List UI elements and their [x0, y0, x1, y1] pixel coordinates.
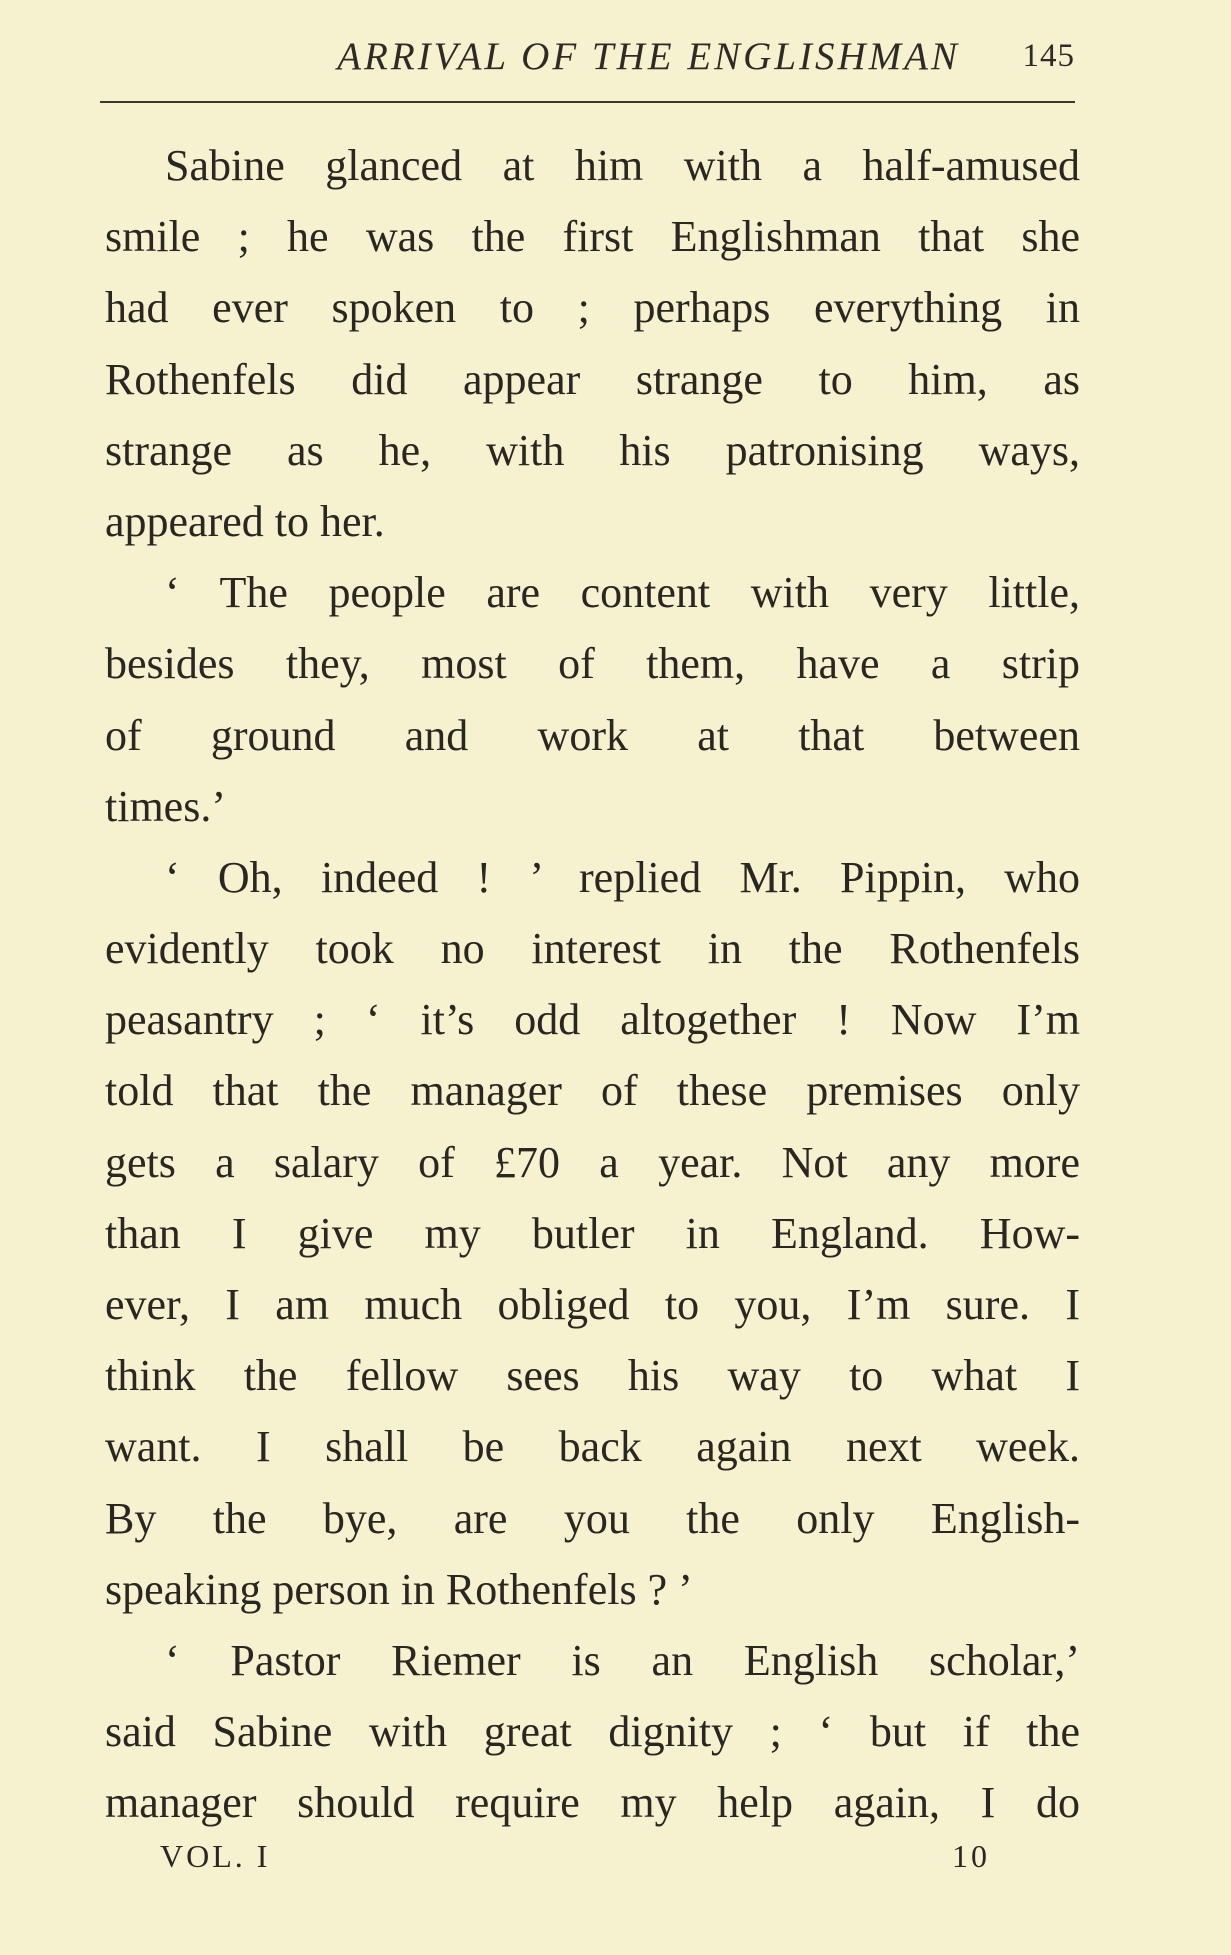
text-line: ‘ Pastor Riemer is an English scholar,’: [165, 1635, 1080, 1685]
text-line: of ground and work at that between: [105, 710, 1080, 760]
paragraph: [105, 557, 1080, 842]
paragraph: [105, 842, 1080, 1625]
text-line: think the fellow sees his way to what I: [105, 1351, 1080, 1401]
text-line: had ever spoken to ; perhaps everything in: [105, 283, 1080, 333]
text-line: ‘ The people are content with very little,: [165, 568, 1080, 618]
text-line: times.’: [105, 781, 226, 831]
header-rule: [100, 101, 1075, 103]
running-head: [100, 30, 1075, 80]
page-footer: [160, 1838, 990, 1878]
text-line: besides they, most of them, have a strip: [105, 639, 1080, 689]
text-line: By the bye, are you the only English-: [105, 1493, 1080, 1543]
text-line: want. I shall be back again next week.: [105, 1422, 1080, 1472]
text-line: speaking person in Rothenfels ? ’: [105, 1564, 693, 1614]
text-line: Rothenfels did appear strange to him, as: [105, 354, 1080, 404]
paragraph: [105, 1625, 1080, 1839]
text-line: told that the manager of these premises only: [105, 1066, 1080, 1116]
signature-mark: VOL. I: [160, 1838, 271, 1874]
text-line: evidently took no interest in the Rothenfels: [105, 924, 1080, 974]
signature-folio: 10: [952, 1838, 990, 1874]
text-line: ever, I am much obliged to you, I’m sure. I: [105, 1280, 1080, 1329]
text-line: strange as he, with his patronising ways,: [105, 425, 1080, 475]
body-text: [105, 130, 1080, 1839]
text-line: peasantry ; ‘ it’s odd altogether ! Now I’m: [105, 995, 1080, 1045]
text-line: smile ; he was the first Englishman that she: [105, 212, 1080, 262]
running-title: ARRIVAL OF THE ENGLISHMAN: [337, 35, 960, 78]
paragraph: [105, 130, 1080, 557]
text-line: Sabine glanced at him with a half-amused: [165, 141, 1080, 190]
text-line: ‘ Oh, indeed ! ’ replied Mr. Pippin, who: [165, 852, 1080, 902]
text-line: appeared to her.: [105, 496, 385, 546]
text-line: gets a salary of £70 a year. Not any more: [105, 1137, 1080, 1187]
text-line: said Sabine with great dignity ; ‘ but if the: [105, 1707, 1080, 1757]
page-number: 145: [1022, 38, 1075, 74]
text-line: manager should require my help again, I do: [105, 1778, 1080, 1828]
text-line: than I give my butler in England. How-: [105, 1208, 1080, 1258]
